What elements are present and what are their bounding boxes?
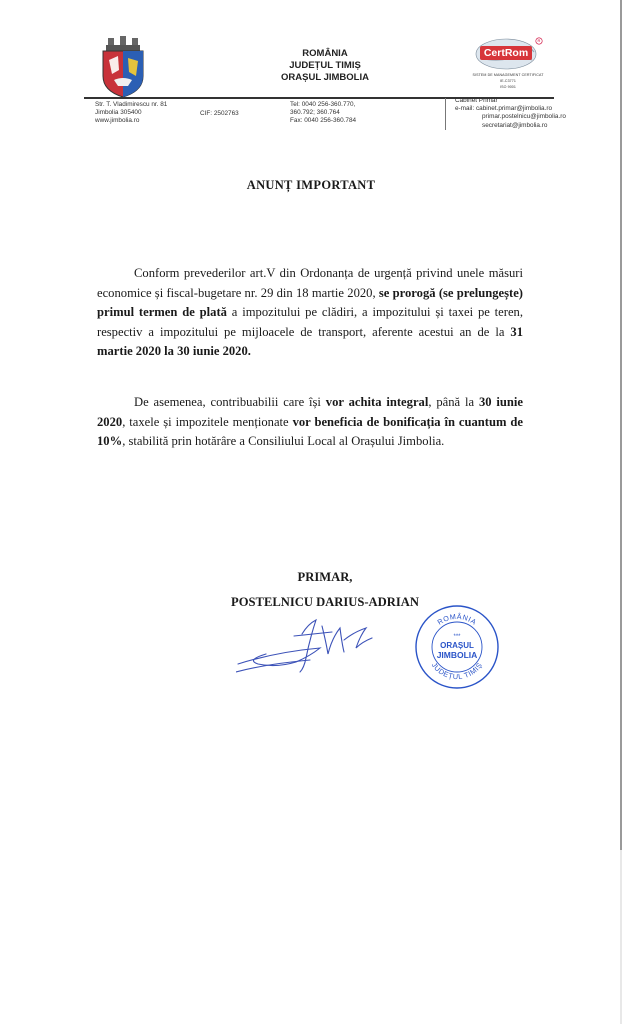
contact-address — [95, 101, 205, 126]
p2-text-2: , până la — [428, 395, 479, 409]
address-line-1: Str. T. Vladimirescu nr. 81 — [95, 101, 168, 108]
phone-line-1: Tel: 0040 256-360.770, — [290, 101, 356, 108]
p1-bold-1: se prorogă (se prelungește) primul termen de plată — [97, 285, 524, 319]
contact-phone — [290, 101, 410, 126]
certrom-registered: R — [537, 38, 541, 43]
svg-text:ROMÂNIA — [436, 612, 479, 627]
email-line-1: e-mail: cabinet.primar@jimbolia.ro — [455, 105, 553, 113]
header-town: ORAȘUL JIMBOLIA — [281, 72, 369, 83]
p2-bold-1: vor achita integral — [325, 395, 429, 409]
cabinet-label: Cabinet Primar — [455, 97, 498, 104]
header-county: JUDEȚUL TIMIȘ — [289, 60, 361, 71]
certrom-line2: IE-C3771 — [500, 79, 516, 83]
fax-line: Fax: 0040 256-360.784 — [290, 117, 357, 125]
address-line-2: Jimbolia 305400 — [95, 109, 142, 117]
paragraph-2 — [97, 393, 523, 452]
p2-text-1: De asemenea, contribuabilii care își — [134, 395, 326, 409]
signatory-role: PRIMAR, — [297, 570, 353, 584]
handwritten-signature-icon — [236, 614, 422, 678]
header-country: ROMÂNIA — [302, 48, 348, 59]
header-title-block — [230, 48, 420, 84]
stamp-stars: *** — [453, 634, 461, 640]
document-title: ANUNȚ IMPORTANT — [246, 178, 376, 192]
p1-text-1: Conform prevederilor art.V din Ordonanța de urgență privind unele măsuri economice și fiscal-bugetare nr. 29 din 18 martie 2020, — [97, 266, 523, 300]
p1-bold-2: 31 martie 2020 la 30 iunie 2020. — [97, 324, 523, 358]
p2-text-4: , stabilită prin hotărâre a Consiliului Local al Orașului Jimbolia. — [122, 434, 445, 448]
p2-text-3: , taxele și impozitele menționate — [122, 414, 293, 429]
paragraph-1 — [97, 264, 523, 362]
certrom-brand: CertRom — [483, 47, 529, 59]
contact-cabinet — [455, 97, 565, 130]
official-stamp-icon — [414, 604, 500, 690]
contact-cif: CIF: 2502763 — [200, 110, 239, 117]
website: www.jimbolia.ro — [95, 117, 140, 125]
coat-of-arms-icon — [98, 36, 148, 98]
email-line-3: secretariat@jimbolia.ro — [482, 121, 548, 129]
stamp-center-1: ORAȘUL — [440, 641, 474, 650]
p2-bold-3: vor beneficia de bonificația în cuantum de 10% — [97, 414, 524, 448]
certrom-line1: SISTEM DE MANAGEMENT CERTIFICAT — [472, 73, 544, 77]
svg-text:JUDEȚUL TIMIȘ — [430, 661, 484, 681]
phone-line-2: 360.792; 360.764 — [290, 109, 340, 117]
stamp-center-2: JIMBOLIA — [436, 650, 478, 660]
signatory-name: POSTELNICU DARIUS-ADRIAN — [231, 595, 419, 609]
p2-bold-2: 30 iunie 2020 — [97, 395, 523, 429]
stamp-bottom-text: JUDEȚUL TIMIȘ — [429, 660, 485, 682]
email-line-2: primar.postelnicu@jimbolia.ro — [482, 113, 566, 121]
stamp-top-text: ROMÂNIA — [435, 611, 479, 627]
header-divider — [445, 98, 446, 130]
p1-text-2: a impozitului pe clădiri, a impozitului și taxei pe teren, respectiv a impozitului pe mijloacele de transport, aferente acestui an de la — [97, 305, 523, 339]
certrom-line3: ISO 9001 — [500, 85, 516, 89]
